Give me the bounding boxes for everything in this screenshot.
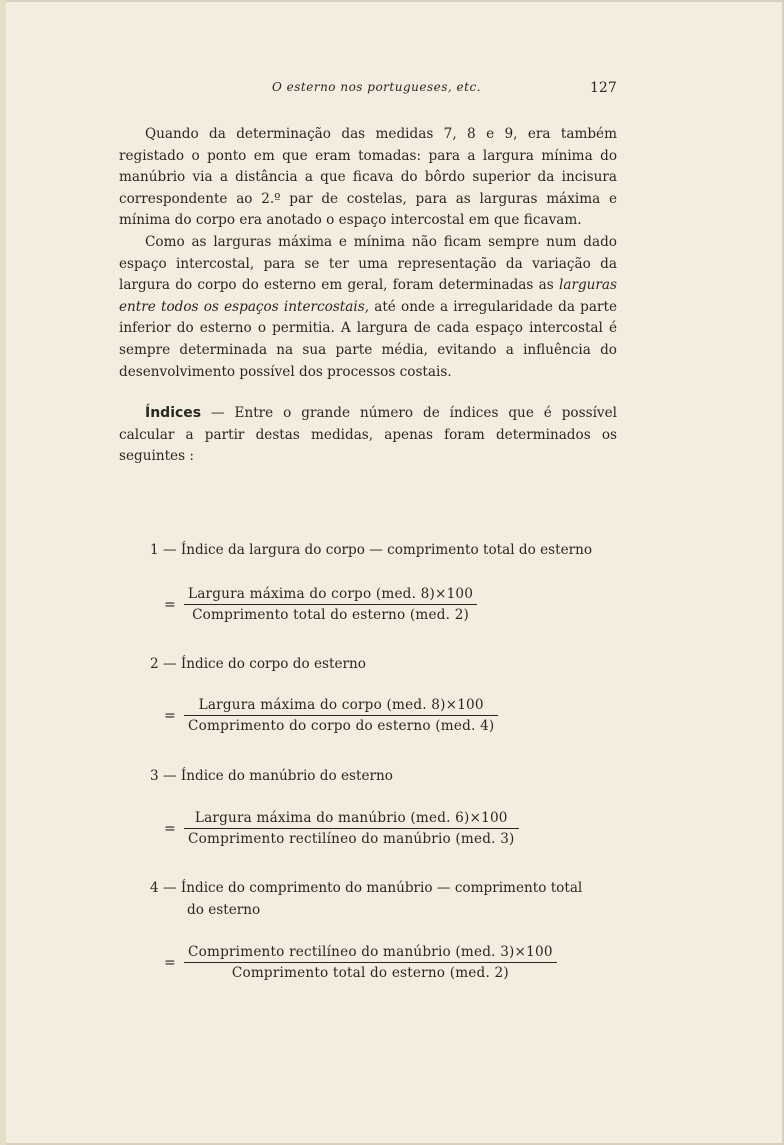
fraction [184,810,519,847]
page-edge [0,0,6,1145]
index-2-label: 2 — Índice do corpo do esterno [150,656,366,672]
index-4-label-continued: do esterno [187,902,261,918]
paragraph-2 [119,232,617,383]
section-text: — Entre o grande número de índices que é possível calcular a partir destas medidas, apenas foram determinados os seguintes : [119,405,617,465]
equals-sign: = [164,955,176,971]
index-3-label: 3 — Índice do manúbrio do esterno [150,768,393,784]
indices-paragraph [119,403,617,468]
fraction [184,944,557,981]
equals-sign: = [164,597,176,613]
fraction-denominator: Comprimento do corpo do esterno (med. 4) [184,715,498,734]
page-header [0,80,784,100]
fraction-numerator: Largura máxima do corpo (med. 8)×100 [188,586,474,602]
fraction-numerator: Largura máxima do corpo (med. 8)×100 [198,697,484,713]
page-number: 127 [590,80,617,96]
fraction [184,586,477,623]
fraction-denominator: Comprimento rectilíneo do manúbrio (med. 3) [184,828,519,847]
paragraph-2-start: Como as larguras máxima e mínima não ficam sempre num dado espaço intercostal, para se ter uma representação da variação da largura do corpo do esterno em geral, foram determinadas as [119,233,617,294]
index-4-label: 4 — Índice do comprimento do manúbrio — comprimento total [150,880,583,896]
fraction-denominator: Comprimento total do esterno (med. 2) [184,962,557,981]
paragraph-1: Quando da determinação das medidas 7, 8 e 9, era também registado o ponto em que eram tomadas: para a largura mínima do manúbrio via a distância a que ficava do bôrdo superior da incisura correspondente ao 2.º par de costelas, para as larguras máxima e mínima do corpo era anotado o espaço intercostal em que ficavam. [119,126,617,229]
equals-sign: = [164,821,176,837]
fraction-denominator: Comprimento total do esterno (med. 2) [184,604,477,623]
running-title: O esterno nos portugueses, etc. [272,80,481,94]
body-text [119,124,617,468]
index-1-label: 1 — Índice da largura do corpo — comprimento total do esterno [150,542,593,558]
paragraph-2-italic: larguras entre todos os espaços intercostais, [119,277,617,315]
fraction [184,697,498,734]
equals-sign: = [164,708,176,724]
paragraph-2-end: até onde a irregularidade da parte inferior do esterno o permitia. A largura de cada espaço intercostal é sempre determinada na sua parte média, evitando a influência do desenvolvimento possível dos processos costais. [119,298,617,380]
fraction-numerator: Comprimento rectilíneo do manúbrio (med. 3)×100 [188,944,553,960]
section-title: Índices [145,405,202,422]
fraction-numerator: Largura máxima do manúbrio (med. 6)×100 [194,810,508,826]
